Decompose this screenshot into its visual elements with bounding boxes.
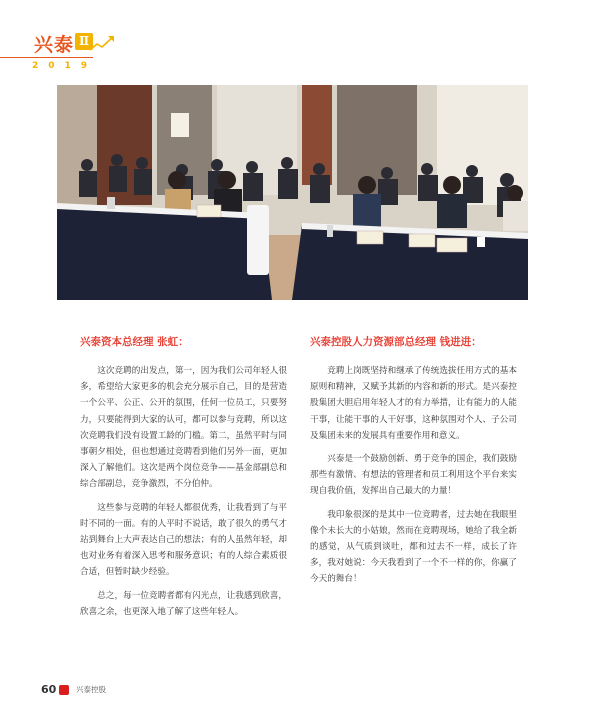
- cup: [477, 237, 485, 247]
- left-paragraph: 总之，每一位竞聘者都有闪光点，让我感到欣喜，欣喜之余，也更深入地了解了这些年轻人。: [80, 590, 287, 617]
- magazine-title: 兴泰: [34, 34, 75, 56]
- magazine-year: 2019: [32, 61, 98, 71]
- meeting-photo: [57, 85, 528, 300]
- right-column: [310, 335, 517, 595]
- right-paragraph: 竞聘上岗既坚持和继承了传统选拔任用方式的基本原则和精神，又赋予其新的内容和新的形式。是兴泰控股集团大胆启用年轻人才的有力举措，让有能力的人能干事，让能干事的人干好事，这种氛围对个人、子公司及集团未来的发展具有重要作用和意义。: [310, 366, 517, 441]
- masthead: [0, 0, 595, 80]
- name-card: [357, 231, 383, 244]
- name-card: [197, 205, 221, 217]
- meeting-photo-illustration: [57, 85, 528, 300]
- magazine-badge: Ⅱ: [75, 33, 93, 50]
- left-column: [80, 335, 287, 627]
- masthead-rule: [0, 57, 93, 58]
- right-column-heading: 兴泰控股人力资源部总经理 钱进进：: [310, 336, 482, 348]
- name-card: [437, 238, 467, 252]
- left-paragraph: 这次竞聘的出发点，第一，因为我们公司年轻人很多，希望给大家更多的机会充分展示自己，目的是营造一个公平、公正、公开的氛围，任何一位员工，只要努力，只要能得到大家的认可，都可以参与竞聘，所以这次竞聘我们没有设置工龄的门槛。第二，虽然平时与同事朝夕相处，但也想通过竞聘看到他们另外一面，更加深入了解他们。这次是两个岗位竞争——基金部副总和综合部副总，竞争激烈，不分伯仲。: [80, 366, 287, 490]
- right-paragraph: 我印象很深的是其中一位竞聘者，过去她在我眼里像个未长大的小姑娘，然而在竞聘现场，她给了我全新的感觉，从气质到谈吐，都和过去不一样，成长了许多，我对她说：今天我看到了一个不一样的你，你赢了今天的舞台！: [310, 509, 517, 585]
- right-paragraph: 兴泰是一个鼓励创新、勇于竞争的国企，我们鼓励那些有激情、有想法的管理者和员工利用这个平台来实现自我价值，发挥出自己最大的力量！: [310, 454, 517, 497]
- left-paragraph: 这些参与竞聘的年轻人都很优秀，让我看到了与平时不同的一面。有的人平时不说话，敢了很久的勇气才站到舞台上大声表达自己的想法；有的人虽然年轻，却也对业务有着深入思考和服务意识；有的人综合素质很合适，但暂时缺少经验。: [80, 502, 287, 578]
- publisher-logo-icon: [59, 685, 69, 695]
- name-card: [409, 234, 435, 247]
- growth-arrow-icon: [88, 34, 116, 52]
- publication-name: 兴泰控股: [76, 685, 106, 694]
- water-bottle: [107, 197, 115, 209]
- water-bottle: [327, 225, 333, 237]
- page-number: 60: [41, 683, 57, 696]
- left-column-heading: 兴泰资本总经理 张虹：: [80, 336, 189, 348]
